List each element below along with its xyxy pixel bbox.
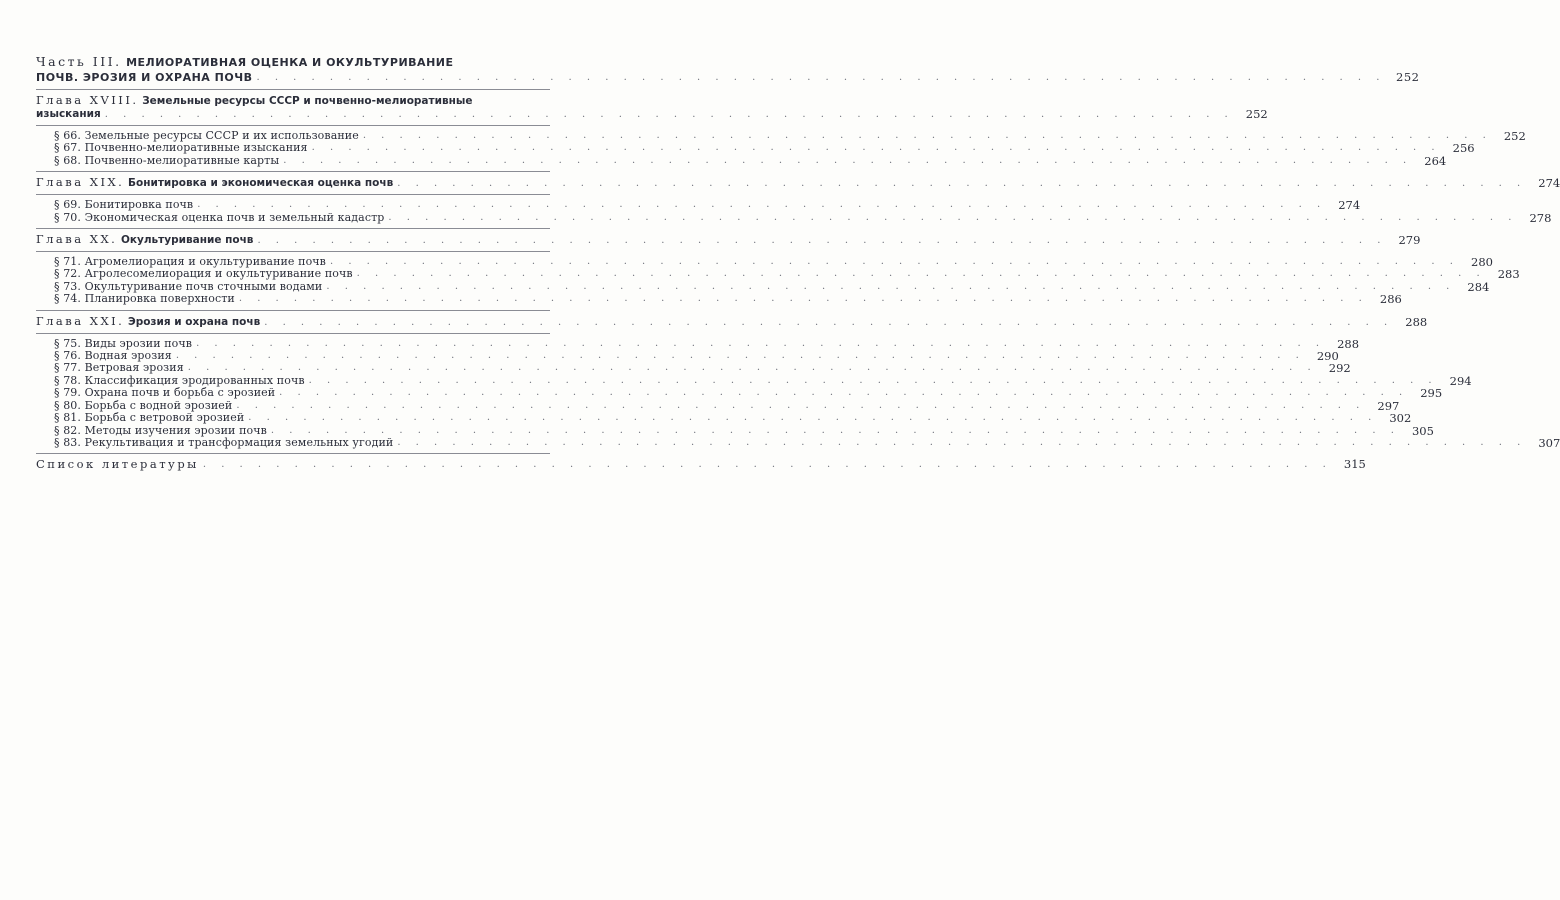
leader-dots: . . . . . . . . . . . . . . . . . . . . . . . . . . . . . . . . . . . . . . . . . . . . . . . . . . . . . . . . . . . . . .	[283, 154, 1413, 166]
section-number: § 75.	[54, 336, 81, 350]
page-number: 252	[1503, 129, 1526, 143]
part-title-continued: ПОЧВ. ЭРОЗИЯ И ОХРАНА ПОЧВ	[36, 71, 253, 84]
leader-dots: . . . . . . . . . . . . . . . . . . . . . . . . . . . . . . . . . . . . . . . . . . . . . . . . . . . . . . . . . . . . . .	[104, 109, 1234, 120]
page-number: 274	[1538, 176, 1560, 191]
section-title: Виды эрозии почв	[84, 336, 193, 350]
section-number: § 68.	[54, 153, 81, 167]
section-number: § 67.	[54, 141, 81, 155]
leader-dots: . . . . . . . . . . . . . . . . . . . . . . . . . . . . . . . . . . . . . . . . . . . . . . . . . . . . . . . . . . . . . .	[236, 399, 1366, 411]
page-number: 264	[1424, 153, 1447, 168]
page-number: 307	[1538, 435, 1560, 450]
chapter-title-continued: изыскания	[36, 108, 101, 120]
bibliography-title: Список литературы	[36, 457, 199, 472]
divider	[36, 251, 550, 252]
section-title: Агролесомелиорация и окультуривание почв	[84, 267, 353, 281]
page-number: 252	[1245, 107, 1268, 121]
chapter-title-line1	[36, 313, 1428, 329]
section-number: § 78.	[54, 373, 81, 387]
section-entry	[36, 210, 1552, 225]
leader-dots: . . . . . . . . . . . . . . . . . . . . . . . . . . . . . . . . . . . . . . . . . . . . . . . . . . . . . . . . . . . . . .	[362, 130, 1492, 141]
section-title: Почвенно-мелиоративные изыскания	[84, 141, 308, 155]
section-number: § 76.	[54, 349, 81, 363]
section-title: Экономическая оценка почв и земельный кадастр	[84, 210, 385, 224]
page-number: 315	[1343, 457, 1366, 472]
leader-dots: . . . . . . . . . . . . . . . . . . . . . . . . . . . . . . . . . . . . . . . . . . . . . . . . . . . . . . . . . . . . . .	[187, 362, 1317, 374]
section-title: Охрана почв и борьба с эрозией	[84, 386, 276, 400]
leader-dots: . . . . . . . . . . . . . . . . . . . . . . . . . . . . . . . . . . . . . . . . . . . . . . . . . . . . . . . . . . . . . .	[356, 268, 1486, 280]
page-number: 297	[1377, 398, 1400, 413]
chapter-title-line1	[36, 94, 550, 108]
chapter-title-line2	[36, 107, 1268, 121]
section-entry	[36, 153, 1447, 168]
bibliography-row	[36, 457, 1366, 472]
part-title-line2	[36, 70, 1420, 85]
leader-dots: . . . . . . . . . . . . . . . . . . . . . . . . . . . . . . . . . . . . . . . . . . . . . . . . . . . . . . . . . . . . . .	[326, 280, 1456, 292]
page-number: 284	[1467, 279, 1490, 294]
leader-dots: . . . . . . . . . . . . . . . . . . . . . . . . . . . . . . . . . . . . . . . . . . . . . . . . . . . . . . . . . . . . . .	[248, 412, 1378, 424]
leader-dots: . . . . . . . . . . . . . . . . . . . . . . . . . . . . . . . . . . . . . . . . . . . . . . . . . . . . . . . . . . . . . .	[257, 235, 1387, 247]
chapter-title: Бонитировка и экономическая оценка почв	[128, 177, 394, 190]
chapter-title: Земельные ресурсы СССР и почвенно-мелиоративные	[142, 95, 473, 107]
section-title: Ветровая эрозия	[84, 361, 184, 375]
section-title: Почвенно-мелиоративные карты	[84, 153, 280, 167]
chapter-prefix: Глава XXI.	[36, 313, 125, 328]
section-entry	[36, 435, 1560, 450]
section-title: Методы изучения эрозии почв	[84, 423, 267, 437]
chapter-entry	[36, 232, 1520, 307]
chapter-prefix: Глава XX.	[36, 232, 118, 247]
chapter-title: Эрозия и охрана почв	[128, 315, 261, 328]
bibliography-entry	[36, 457, 1366, 472]
section-title: Водная эрозия	[84, 349, 172, 363]
leader-dots: . . . . . . . . . . . . . . . . . . . . . . . . . . . . . . . . . . . . . . . . . . . . . . . . . . . . . . . . . . . . . .	[397, 178, 1527, 190]
section-number: § 69.	[54, 198, 81, 212]
leader-dots: . . . . . . . . . . . . . . . . . . . . . . . . . . . . . . . . . . . . . . . . . . . . . . . . . . . . . . . . . . . . . .	[256, 72, 1386, 83]
page-number: 305	[1411, 423, 1434, 438]
section-title: Планировка поверхности	[84, 292, 235, 306]
page-number: 278	[1529, 210, 1552, 225]
leader-dots: . . . . . . . . . . . . . . . . . . . . . . . . . . . . . . . . . . . . . . . . . . . . . . . . . . . . . . . . . . . . . .	[397, 436, 1527, 448]
leader-dots: . . . . . . . . . . . . . . . . . . . . . . . . . . . . . . . . . . . . . . . . . . . . . . . . . . . . . . . . . . . . . .	[264, 316, 1394, 328]
leader-dots: . . . . . . . . . . . . . . . . . . . . . . . . . . . . . . . . . . . . . . . . . . . . . . . . . . . . . . . . . . . . . .	[196, 337, 1326, 349]
chapter-title-line1	[36, 232, 1421, 248]
section-number: § 77.	[54, 361, 81, 375]
part-title-line1	[36, 54, 550, 70]
chapter-entry	[36, 93, 1526, 168]
section-title: Классификация эродированных почв	[84, 373, 305, 387]
divider	[36, 125, 550, 126]
page-number: 279	[1398, 233, 1421, 248]
part-title: МЕЛИОРАТИВНАЯ ОЦЕНКА И ОКУЛЬТУРИВАНИЕ	[126, 56, 454, 69]
chapter-entry	[36, 313, 1560, 450]
section-number: § 80.	[54, 398, 81, 412]
divider	[36, 310, 550, 311]
section-number: § 83.	[54, 435, 81, 449]
section-entry	[36, 292, 1402, 307]
page-number: 290	[1316, 349, 1339, 364]
leader-dots: . . . . . . . . . . . . . . . . . . . . . . . . . . . . . . . . . . . . . . . . . . . . . . . . . . . . . . . . . . . . . .	[279, 387, 1409, 399]
page-number: 288	[1405, 314, 1428, 329]
section-number: § 71.	[54, 255, 81, 269]
section-title: Бонитировка почв	[84, 198, 194, 212]
section-number: § 66.	[54, 129, 81, 142]
section-title: Окультуривание почв сточными водами	[84, 279, 323, 293]
section-number: § 79.	[54, 386, 81, 400]
section-title: Рекультивация и трансформация земельных угодий	[84, 435, 394, 449]
page-number: 280	[1471, 255, 1493, 270]
divider	[36, 171, 550, 172]
section-number: § 82.	[54, 423, 81, 437]
chapter-prefix: Глава XVIII.	[36, 93, 139, 107]
leader-dots: . . . . . . . . . . . . . . . . . . . . . . . . . . . . . . . . . . . . . . . . . . . . . . . . . . . . . . . . . . . . . .	[270, 424, 1400, 436]
leader-dots: . . . . . . . . . . . . . . . . . . . . . . . . . . . . . . . . . . . . . . . . . . . . . . . . . . . . . . . . . . . . . .	[308, 374, 1438, 386]
leader-dots: . . . . . . . . . . . . . . . . . . . . . . . . . . . . . . . . . . . . . . . . . . . . . . . . . . . . . . . . . . . . . .	[175, 350, 1305, 362]
section-title: Борьба с водной эрозией	[84, 398, 233, 412]
chapter-prefix: Глава XIX.	[36, 175, 125, 190]
section-number: § 72.	[54, 267, 81, 281]
leader-dots: . . . . . . . . . . . . . . . . . . . . . . . . . . . . . . . . . . . . . . . . . . . . . . . . . . . . . . . . . . . . . .	[329, 256, 1459, 268]
divider	[36, 228, 550, 229]
leader-dots: . . . . . . . . . . . . . . . . . . . . . . . . . . . . . . . . . . . . . . . . . . . . . . . . . . . . . . . . . . . . . .	[388, 211, 1518, 223]
divider	[36, 194, 550, 195]
divider	[36, 89, 550, 90]
section-title: Борьба с ветровой эрозией	[84, 411, 245, 425]
page-number: 283	[1497, 267, 1520, 282]
leader-dots: . . . . . . . . . . . . . . . . . . . . . . . . . . . . . . . . . . . . . . . . . . . . . . . . . . . . . . . . . . . . . .	[311, 142, 1441, 154]
chapter-title-line1	[36, 175, 1560, 191]
leader-dots: . . . . . . . . . . . . . . . . . . . . . . . . . . . . . . . . . . . . . . . . . . . . . . . . . . . . . . . . . . . . . .	[197, 199, 1327, 211]
section-number: § 74.	[54, 292, 81, 306]
page-number: 274	[1338, 198, 1361, 213]
section-title: Земельные ресурсы СССР и их использование	[84, 129, 359, 142]
page-number: 252	[1396, 70, 1420, 84]
chapter-title: Окультуривание почв	[120, 234, 254, 247]
page-number: 294	[1449, 373, 1472, 388]
leader-dots: . . . . . . . . . . . . . . . . . . . . . . . . . . . . . . . . . . . . . . . . . . . . . . . . . . . . . . . . . . . . . .	[202, 459, 1332, 471]
chapter-entry	[36, 175, 1560, 225]
section-number: § 73.	[54, 279, 81, 293]
table-of-contents	[36, 54, 1560, 473]
leader-dots: . . . . . . . . . . . . . . . . . . . . . . . . . . . . . . . . . . . . . . . . . . . . . . . . . . . . . . . . . . . . . .	[238, 293, 1368, 305]
page-number: 256	[1452, 141, 1475, 156]
part-entry	[36, 54, 1420, 85]
divider	[36, 453, 550, 454]
part-prefix: Часть III.	[36, 54, 122, 69]
section-number: § 81.	[54, 411, 81, 425]
page-number: 295	[1420, 386, 1443, 401]
section-number: § 70.	[54, 210, 81, 224]
page-number: 302	[1389, 411, 1412, 426]
divider	[36, 333, 550, 334]
section-title: Агромелиорация и окультуривание почв	[84, 255, 326, 269]
page-number: 292	[1328, 361, 1351, 376]
page-number: 286	[1379, 292, 1402, 307]
page-number: 288	[1337, 336, 1360, 351]
